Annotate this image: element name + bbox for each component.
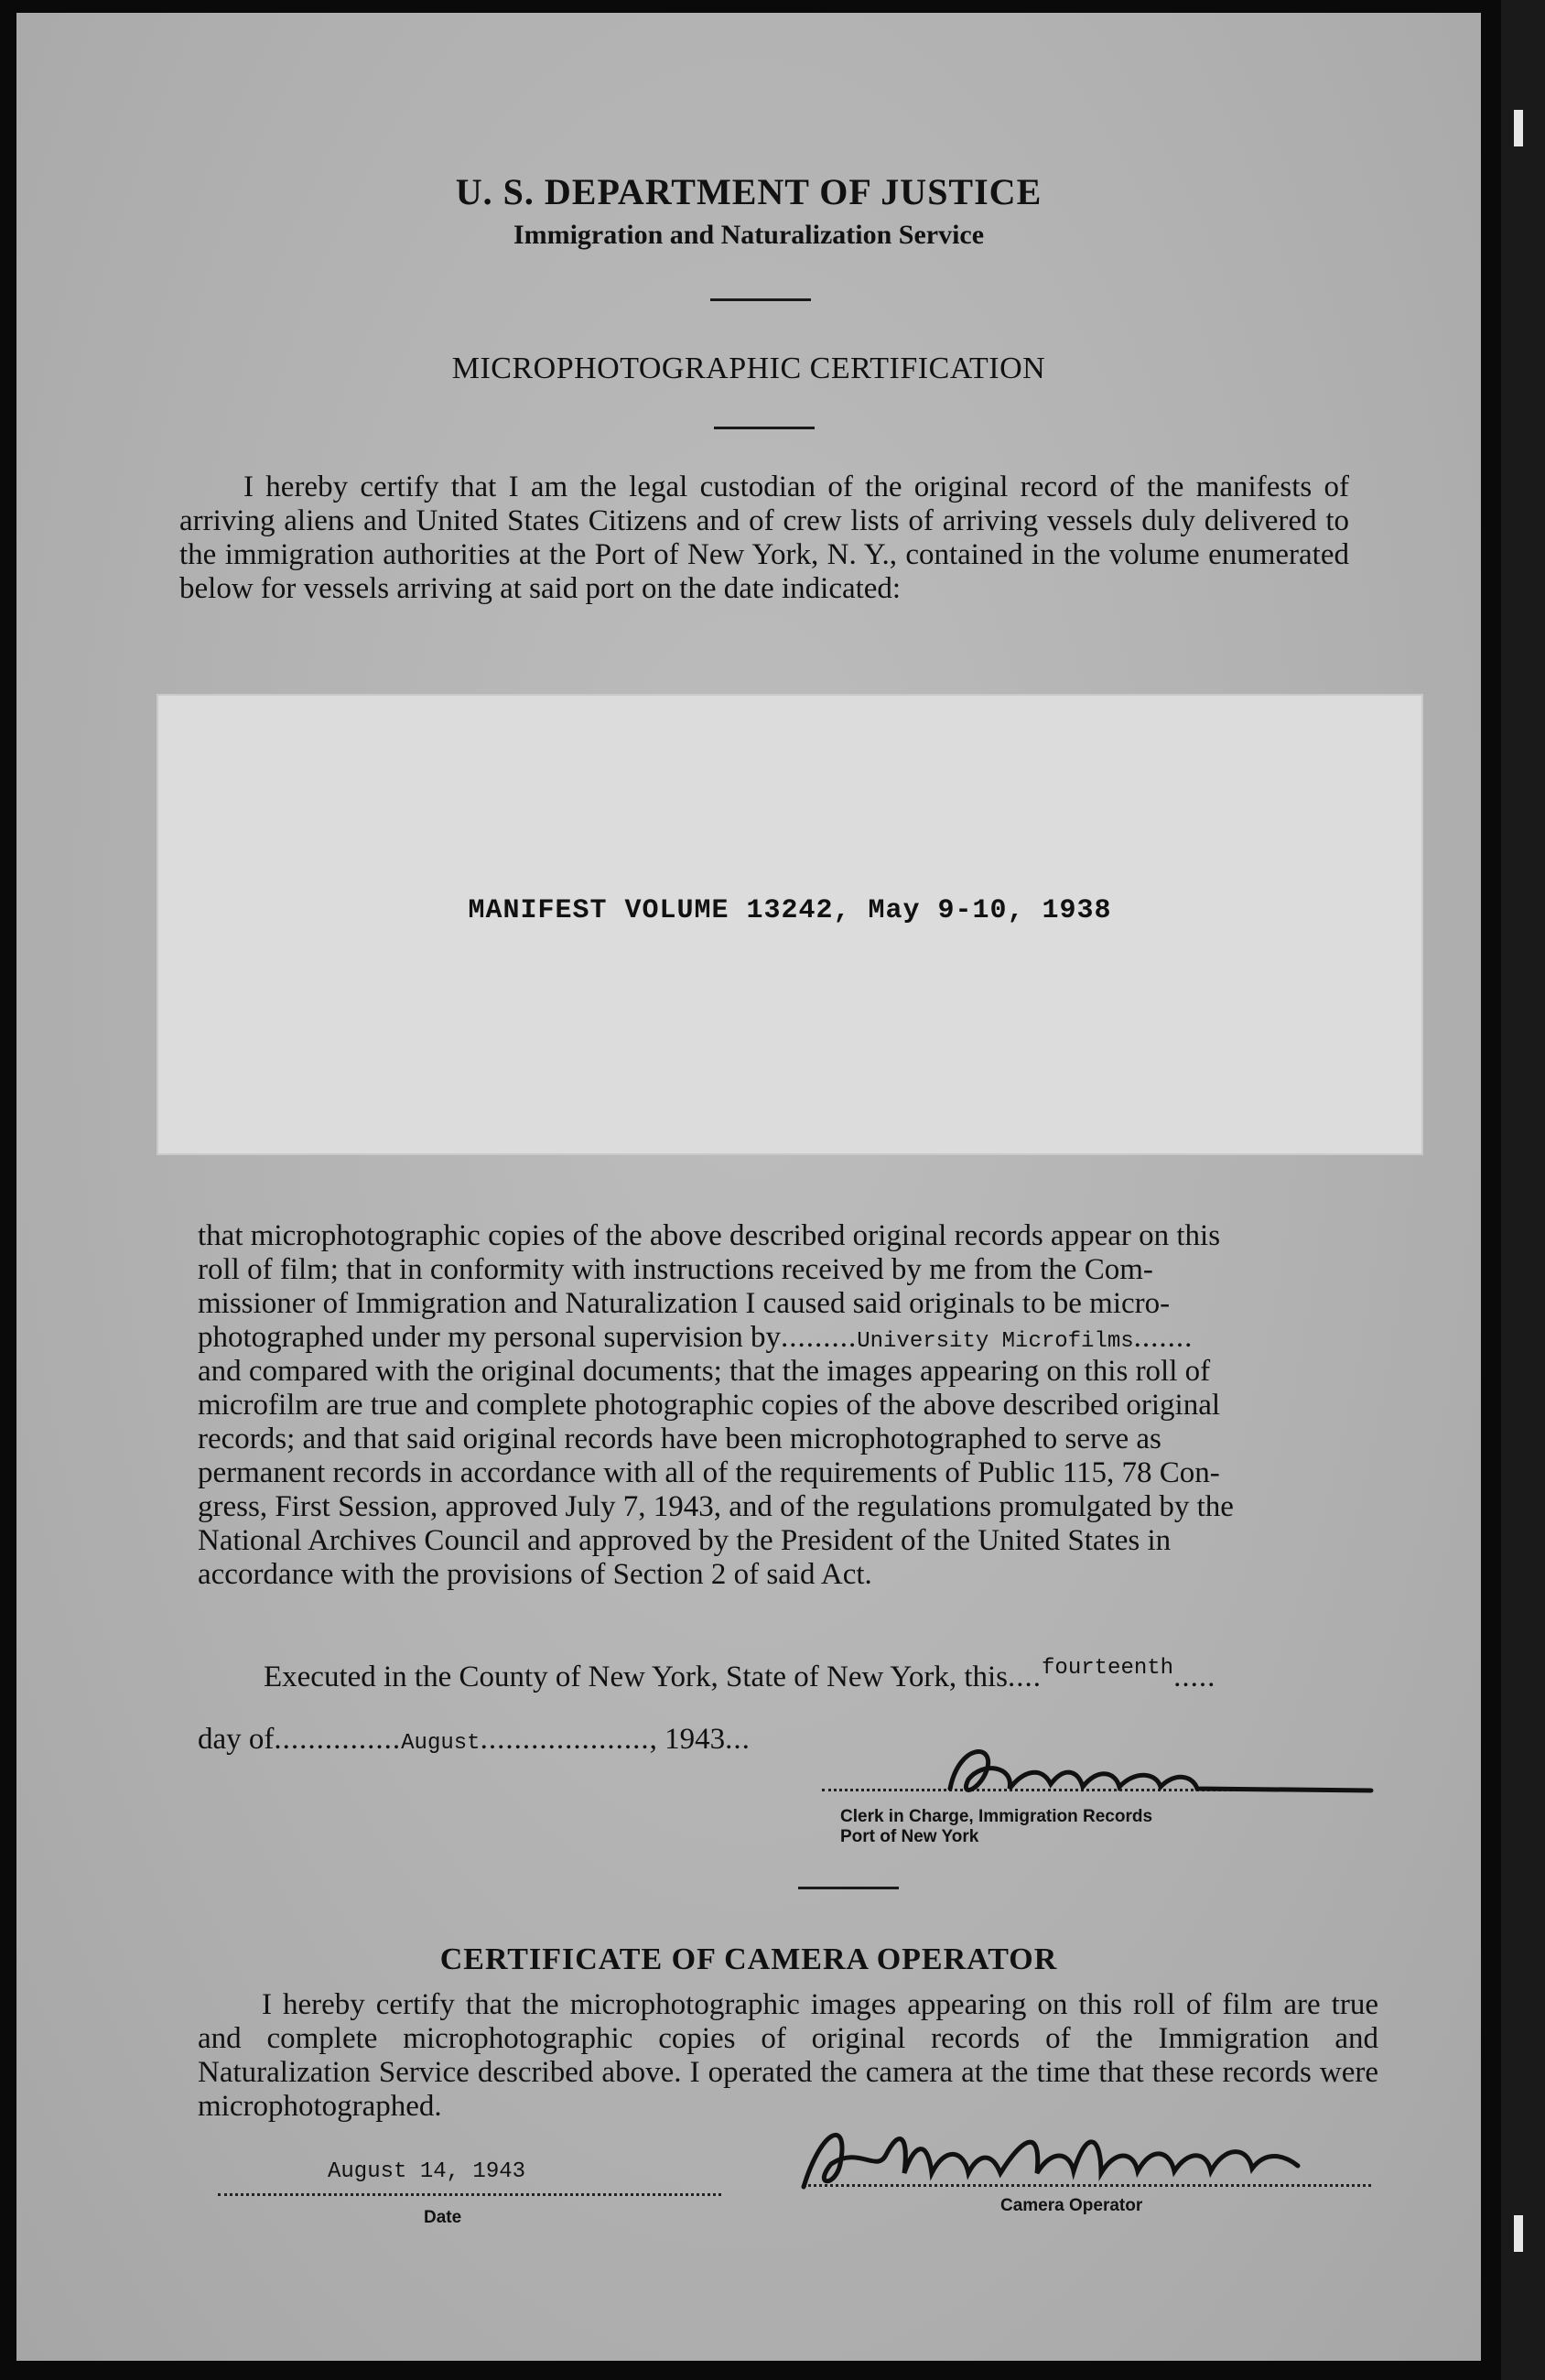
body-line: National Archives Council and approved by the President of the United States in — [198, 1524, 1172, 1557]
camera-operator-heading: CERTIFICATE OF CAMERA OPERATOR — [439, 1942, 1058, 1976]
body-line: missioner of Immigration and Naturalization I caused said originals to be micro- — [198, 1287, 1171, 1320]
body-line: and compared with the original documents; that the images appearing on this roll of — [198, 1355, 1211, 1388]
film-perforation — [1514, 2215, 1523, 2252]
clerk-port-line: Port of New York — [840, 1827, 979, 1846]
manifest-volume-text: MANIFEST VOLUME 13242, May 9-10, 1938 — [468, 895, 1112, 926]
clerk-signature-icon — [895, 1734, 1444, 1816]
body-line: permanent records in accordance with all of the requirements of Public 115, 78 Con- — [198, 1456, 1220, 1489]
divider — [710, 298, 811, 301]
certification-heading: MICROPHOTOGRAPHIC CERTIFICATION — [451, 352, 1046, 385]
day-of-line: day of...............August...................., 1943... — [198, 1723, 751, 1756]
film-edge — [1501, 0, 1545, 2380]
certificate-sheet — [16, 13, 1481, 2361]
certification-body — [198, 1219, 1369, 1592]
operator-signature-icon — [785, 2109, 1380, 2210]
camera-operator-body: I hereby certify that the microphotographic images appearing on this roll of film are true and complete microphotographic copies of original records of the Immigration and Naturalization Service described above. I operated the camera at the time that these records were microphotographed. — [198, 1988, 1378, 2123]
film-perforation — [1514, 110, 1523, 146]
executed-day: fourteenth — [1042, 1656, 1174, 1681]
year-digit: 3 — [709, 1723, 726, 1756]
camera-operator-label: Camera Operator — [1000, 2196, 1143, 2215]
divider — [798, 1887, 899, 1889]
document-subtitle: Immigration and Naturalization Service — [513, 220, 985, 250]
supervisor-prefix: photographed under my personal supervision by — [198, 1321, 781, 1354]
year-prefix: , 194 — [649, 1723, 710, 1756]
supervisor-name: University Microfilms — [857, 1329, 1134, 1354]
body-line: gress, First Session, approved July 7, 1943, and of the regulations promulgated by the — [198, 1490, 1234, 1523]
date-label: Date — [424, 2208, 462, 2227]
divider — [714, 427, 815, 429]
body-line: accordance with the provisions of Section 2 of said Act. — [198, 1558, 872, 1591]
body-line: records; and that said original records have been microphotographed to serve as — [198, 1423, 1161, 1455]
body-line-supervisor: photographed under my personal supervision by.........University Microfilms....... — [198, 1321, 1194, 1354]
body-line: that microphotographic copies of the above described original records appear on this — [198, 1219, 1221, 1252]
executed-prefix: Executed in the County of New York, State of New York, this — [264, 1661, 1009, 1693]
document-title: U. S. DEPARTMENT OF JUSTICE — [455, 171, 1043, 212]
certification-intro: I hereby certify that I am the legal custodian of the original record of the manifests of arriving aliens and United States Citizens and of crew lists of arriving vessels duly delivered to the immigration authorities at the Port of New York, N. Y., contained in the volume enumerated below for vessels arriving at said port on the date indicated: — [179, 471, 1349, 605]
month-value: August — [401, 1731, 481, 1756]
date-line — [218, 2193, 721, 2196]
body-line: roll of film; that in conformity with instructions received by me from the Com- — [198, 1253, 1153, 1286]
body-line: microfilm are true and complete photographic copies of the above described original — [198, 1389, 1221, 1422]
executed-line: Executed in the County of New York, State of New York, this....$^{fourteenth}$..... — [264, 1656, 1216, 1693]
date-value: August 14, 1943 — [328, 2159, 526, 2184]
clerk-title-line: Clerk in Charge, Immigration Records — [840, 1807, 1153, 1826]
clerk-title — [840, 1807, 1152, 1847]
manifest-label-card — [158, 696, 1421, 1153]
day-of-prefix: day of — [198, 1723, 275, 1756]
